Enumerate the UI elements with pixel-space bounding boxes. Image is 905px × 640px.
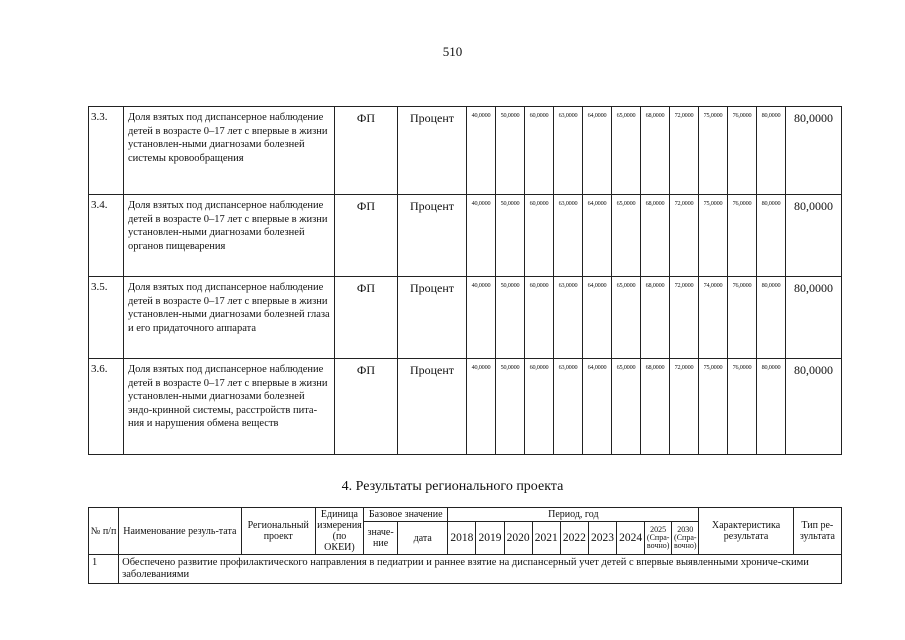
header-year: 2019 bbox=[476, 522, 504, 555]
header-year: 2021 bbox=[532, 522, 560, 555]
indicators-table bbox=[88, 106, 842, 455]
indicator-value: 80,0000 bbox=[757, 359, 786, 455]
indicator-row bbox=[89, 195, 842, 277]
header-name: Наименование резуль-тата bbox=[119, 508, 241, 555]
indicator-value: 65,0000 bbox=[612, 359, 641, 455]
indicator-row bbox=[89, 107, 842, 195]
indicator-value: 40,0000 bbox=[467, 107, 496, 195]
indicator-value: 72,0000 bbox=[670, 359, 699, 455]
header-base-value-value: значе-ние bbox=[364, 522, 398, 555]
indicator-value: 64,0000 bbox=[583, 195, 612, 277]
section-heading: 4. Результаты регионального проекта bbox=[341, 479, 564, 494]
indicator-final-value: 80,0000 bbox=[786, 277, 842, 359]
indicator-value: 80,0000 bbox=[757, 195, 786, 277]
indicator-value: 68,0000 bbox=[641, 195, 670, 277]
indicator-num: 3.3. bbox=[89, 107, 124, 195]
header-period: Период, год bbox=[448, 508, 699, 522]
indicator-value: 50,0000 bbox=[496, 277, 525, 359]
header-year: 2020 bbox=[504, 522, 532, 555]
indicator-unit: Процент bbox=[398, 195, 467, 277]
header-characteristic: Характеристика результата bbox=[699, 508, 793, 555]
indicator-value: 60,0000 bbox=[525, 107, 554, 195]
indicator-value: 80,0000 bbox=[757, 277, 786, 359]
indicator-value: 64,0000 bbox=[583, 277, 612, 359]
indicator-value: 63,0000 bbox=[554, 195, 583, 277]
indicator-value: 75,0000 bbox=[699, 359, 728, 455]
indicator-num: 3.6. bbox=[89, 359, 124, 455]
header-type: Тип ре-зультата bbox=[793, 508, 841, 555]
indicator-unit: Процент bbox=[398, 277, 467, 359]
indicator-num: 3.4. bbox=[89, 195, 124, 277]
indicator-final-value: 80,0000 bbox=[786, 195, 842, 277]
indicator-name: Доля взятых под диспансерное наблюдение детей в возрасте 0–17 лет с впервые в жизни установлен-ными диагнозами болезней органов пищеварения bbox=[124, 195, 335, 277]
header-year: 2018 bbox=[448, 522, 476, 555]
indicator-value: 68,0000 bbox=[641, 107, 670, 195]
indicator-value: 68,0000 bbox=[641, 277, 670, 359]
indicator-value: 64,0000 bbox=[583, 359, 612, 455]
indicator-value: 63,0000 bbox=[554, 107, 583, 195]
indicator-value: 65,0000 bbox=[612, 107, 641, 195]
indicator-value: 60,0000 bbox=[525, 277, 554, 359]
indicator-name: Доля взятых под диспансерное наблюдение детей в возрасте 0–17 лет с впервые в жизни установлен-ными диагнозами болезней системы кровообращения bbox=[124, 107, 335, 195]
header-base-value-date: дата bbox=[398, 522, 448, 555]
indicator-value: 63,0000 bbox=[554, 359, 583, 455]
indicator-final-value: 80,0000 bbox=[786, 359, 842, 455]
indicator-value: 50,0000 bbox=[496, 107, 525, 195]
header-year-2025: 2025 (Спра-вочно) bbox=[645, 522, 672, 555]
indicator-value: 74,0000 bbox=[699, 277, 728, 359]
indicator-value: 80,0000 bbox=[757, 107, 786, 195]
indicator-num: 3.5. bbox=[89, 277, 124, 359]
indicator-unit: Процент bbox=[398, 107, 467, 195]
header-year: 2024 bbox=[617, 522, 645, 555]
header-year: 2022 bbox=[560, 522, 588, 555]
indicator-value: 76,0000 bbox=[728, 277, 757, 359]
indicator-source: ФП bbox=[335, 195, 398, 277]
header-regional-project: Региональный проект bbox=[241, 508, 315, 555]
indicator-value: 60,0000 bbox=[525, 195, 554, 277]
indicator-source: ФП bbox=[335, 107, 398, 195]
indicator-value: 40,0000 bbox=[467, 277, 496, 359]
header-unit: Единица измерения (по ОКЕИ) bbox=[317, 509, 362, 553]
indicator-value: 72,0000 bbox=[670, 277, 699, 359]
indicator-value: 64,0000 bbox=[583, 107, 612, 195]
indicator-value: 75,0000 bbox=[699, 195, 728, 277]
indicator-source: ФП bbox=[335, 359, 398, 455]
header-base-value: Базовое значение bbox=[364, 508, 448, 522]
indicator-value: 72,0000 bbox=[670, 195, 699, 277]
indicator-value: 63,0000 bbox=[554, 277, 583, 359]
page-number: 510 bbox=[442, 44, 463, 59]
indicator-unit: Процент bbox=[398, 359, 467, 455]
indicator-name: Доля взятых под диспансерное наблюдение детей в возрасте 0–17 лет с впервые в жизни установлен-ными диагнозами болезней эндо-кринной системы, расстройств пита-ния и нарушения обмена веществ bbox=[124, 359, 335, 455]
result-text: Обеспечено развитие профилактического направления в педиатрии и раннее взятие на диспансерный учет детей с впервые выявленными хрониче-скими заболеваниями bbox=[119, 555, 842, 584]
header-year: 2023 bbox=[588, 522, 616, 555]
indicator-value: 40,0000 bbox=[467, 359, 496, 455]
indicator-final-value: 80,0000 bbox=[786, 107, 842, 195]
indicator-value: 76,0000 bbox=[728, 359, 757, 455]
header-num: № п/п bbox=[89, 508, 119, 555]
indicator-value: 60,0000 bbox=[525, 359, 554, 455]
indicator-value: 76,0000 bbox=[728, 195, 757, 277]
indicator-value: 65,0000 bbox=[612, 195, 641, 277]
indicator-value: 68,0000 bbox=[641, 359, 670, 455]
results-table bbox=[88, 507, 842, 584]
indicator-source: ФП bbox=[335, 277, 398, 359]
indicator-value: 50,0000 bbox=[496, 359, 525, 455]
indicator-value: 40,0000 bbox=[467, 195, 496, 277]
indicator-name: Доля взятых под диспансерное наблюдение детей в возрасте 0–17 лет с впервые в жизни установлен-ными диагнозами болезней глаза и его придаточного аппарата bbox=[124, 277, 335, 359]
indicator-value: 72,0000 bbox=[670, 107, 699, 195]
indicator-row bbox=[89, 359, 842, 455]
indicator-value: 75,0000 bbox=[699, 107, 728, 195]
header-year-2030: 2030 (Спра-вочно) bbox=[672, 522, 699, 555]
indicator-row bbox=[89, 277, 842, 359]
indicator-value: 76,0000 bbox=[728, 107, 757, 195]
indicator-value: 50,0000 bbox=[496, 195, 525, 277]
indicator-value: 65,0000 bbox=[612, 277, 641, 359]
result-num: 1 bbox=[89, 555, 119, 584]
